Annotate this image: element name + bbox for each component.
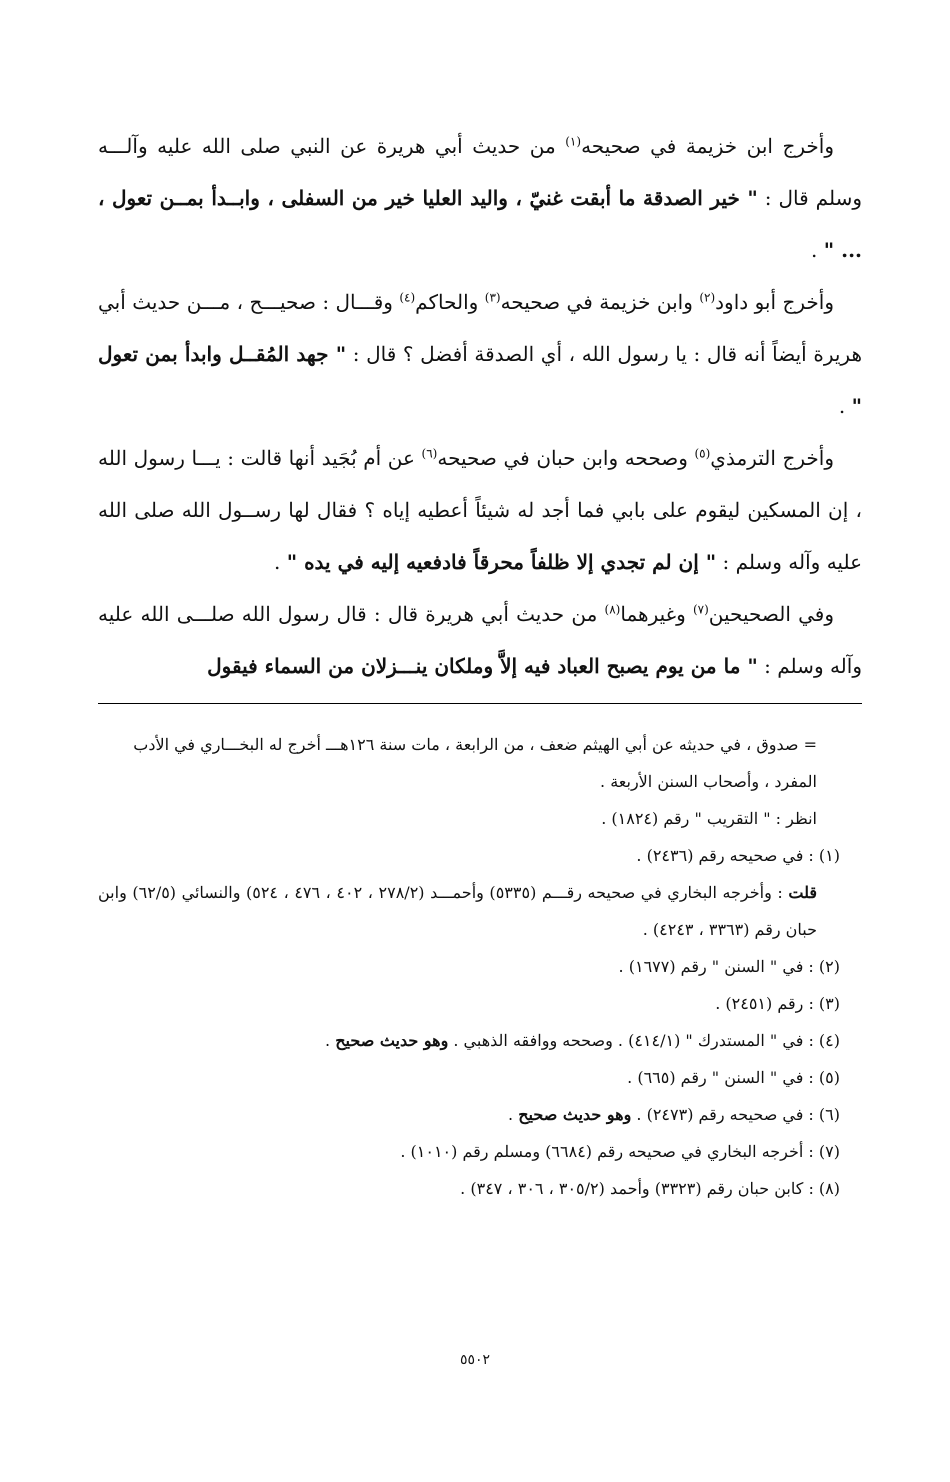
footnote: [98, 985, 862, 1022]
text-run: وأخرج ابن خزيمة في صحيحه: [581, 134, 834, 158]
bold-text: " خير الصدقة ما أبقت غنيّ ، واليد العليا خير من السفلى ، وابــدأ بمــن تعول ، ... ": [98, 186, 862, 262]
text-run: .: [273, 550, 287, 574]
text-run: وأخرج أبو داود: [715, 290, 834, 314]
footnote-reference: (٤): [399, 290, 416, 305]
text-run: .: [325, 1031, 336, 1050]
footnote: [98, 874, 862, 948]
footnote: [98, 1059, 862, 1096]
bold-text: " جهد المُقــل وابدأ بمن تعول ": [98, 342, 862, 418]
footnote-separator: [98, 703, 862, 704]
footnotes: [98, 726, 862, 1207]
text-run: وفي الصحيحين: [708, 602, 835, 626]
main-text: [98, 120, 862, 692]
text-run: .: [508, 1105, 519, 1124]
text-run: وأخرج الترمذي: [710, 446, 834, 470]
footnote: [98, 1096, 862, 1133]
footnote: [98, 948, 862, 985]
text-run: والحاكم: [415, 290, 485, 314]
footnote-reference: (٨): [604, 602, 621, 617]
text-run: (٨) : كابن حبان رقم (٣٣٢٣) وأحمد (٣٠٥/٢ ، ٣٠٦ ، ٣٤٧) .: [460, 1179, 840, 1198]
footnote-reference: (٣): [484, 290, 501, 305]
footnote-reference: (٢): [699, 290, 716, 305]
footnote: [98, 726, 862, 800]
bold-text: قلت: [788, 883, 818, 902]
text-run: وقـــال : صحيـــح ، مـــن حديث أبي هريرة أيضاً أنه قال : يا رسول الله ، أي الصدقة أفضل ؟ قال :: [98, 290, 863, 366]
text-run: عن أم بُجَيد أنها قالت : يـــا رسول الله ، إن المسكين ليقوم على بابي فما أجد له شيئاً أعطيه إياه ؟ فقال لها رســول الله صلى الله عليه وآله وسلم :: [98, 446, 862, 574]
text-run: وصححه وابن حبان في صحيحه: [437, 446, 695, 470]
footnote: [98, 1133, 862, 1170]
text-run: (٣) : رقم (٢٤٥١) .: [715, 994, 840, 1013]
text-run: من حديث أبي هريرة عن النبي صلى الله عليه وآلـــه وسلم قال :: [98, 134, 862, 210]
page-number: ٥٥٠٢: [459, 1352, 491, 1368]
footnote-reference: (١): [565, 134, 582, 149]
text-run: وابن خزيمة في صحيحه: [500, 290, 700, 314]
bold-text: " ما من يوم يصبح العباد فيه إلاَّ وملكان ينـــزلان من السماء فيقول: [207, 654, 758, 678]
text-run: : وأخرجه البخاري في صحيحه رقـــم (٥٣٣٥) وأحمـــد (٢٧٨/٢ ، ٤٠٢ ، ٤٧٦ ، ٥٢٤) والنسائي (٦٢/٥) وابن حبان رقم (٣٣٦٣ ، ٤٢٤٣) .: [98, 883, 817, 939]
text-run: = صدوق ، في حديثه عن أبي الهيثم ضعف ، من الرابعة ، مات سنة ١٢٦هـــ أخرج له البخـــاري في الأدب المفرد ، وأصحاب السنن الأربعة .: [133, 735, 817, 791]
footnote: [98, 837, 862, 874]
text-run: (٢) : في " السنن " رقم (١٦٧٧) .: [618, 957, 840, 976]
text-run: (٧) : أخرجه البخاري في صحيحه رقم (٦٦٨٤) ومسلم رقم (١٠١٠) .: [400, 1142, 840, 1161]
text-run: انظر : " التقريب " رقم (١٨٢٤) .: [601, 809, 817, 828]
text-run: من حديث أبي هريرة قال : قال رسول الله صلـــى الله عليه وآله وسلم :: [98, 602, 862, 678]
footnote: [98, 1022, 862, 1059]
paragraph: [98, 588, 862, 692]
footnote-reference: (٥): [694, 446, 711, 461]
text-run: (٤) : في " المستدرك " (٤١٤/١) . وصححه ووافقه الذهبي .: [448, 1031, 840, 1050]
text-run: .: [838, 394, 852, 418]
paragraph: [98, 276, 862, 432]
bold-text: وهو حديث صحيح: [518, 1105, 632, 1124]
text-run: وغيرهما: [620, 602, 693, 626]
text-run: (٦) : في صحيحه رقم (٢٤٧٣) .: [631, 1105, 840, 1124]
paragraph: [98, 432, 862, 588]
footnote-reference: (٧): [692, 602, 709, 617]
text-run: .: [811, 238, 824, 262]
paragraph: [98, 120, 862, 276]
text-run: (٥) : في " السنن " رقم (٦٦٥) .: [627, 1068, 840, 1087]
bold-text: وهو حديث صحيح: [335, 1031, 449, 1050]
footnote: [98, 1170, 862, 1207]
bold-text: " إن لم تجدي إلا ظلفاً محرقاً فادفعيه إليه في يده ": [286, 550, 717, 574]
footnote: [98, 800, 862, 837]
footnote-reference: (٦): [421, 446, 438, 461]
text-run: (١) : في صحيحه رقم (٢٤٣٦) .: [636, 846, 840, 865]
